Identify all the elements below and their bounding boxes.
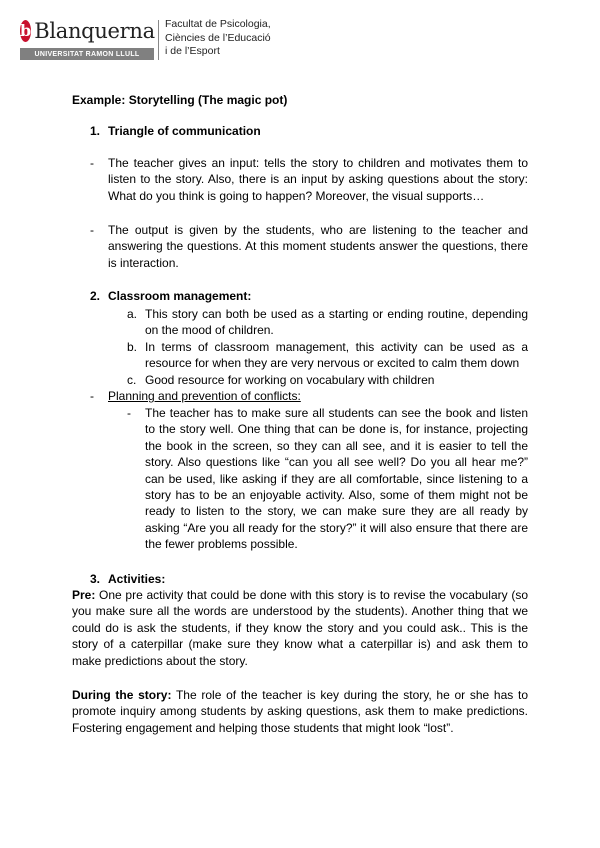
section-number: 2. [90,289,101,303]
page-title: Example: Storytelling (The magic pot) [72,93,288,107]
pre-label: Pre: [72,588,96,602]
logo-name: Blanquerna [34,19,155,43]
during-story-paragraph [72,687,528,736]
section-title: Classroom management: [108,289,252,303]
bullet-text: The output is given by the students, who are listening to the teacher and answering the questions. At this moment students answer the questions, there is interaction. [108,223,528,270]
logo-university-bar: UNIVERSITAT RAMON LLULL [20,48,154,60]
dash-marker: - [90,389,94,403]
faculty-line: Ciències de l’Educació [165,31,271,44]
list-marker: a. [127,307,138,321]
faculty-name [165,18,305,59]
list-item-text: In terms of classroom management, this activity can be used as a resource for when they are very nervous or excited to calm them down [145,340,528,371]
list-marker: b. [127,340,138,354]
during-text: The role of the teacher is key during the story, he or she has to promote inquiry among students by asking questions, ask them to make predictions. Fostering engagement and helping those students that might look “lost”. [72,688,529,735]
section-heading-2 [90,288,251,304]
planning-text: The teacher has to make sure all students can see the book and listen to the story well. One thing that can be done is, for instance, projecting the book in the screen, so they can all see, and it is easier to tell the story. Also questions like “can you all see well? Do you all hear me?” can be used, like asking if they are all comfortable, since listening to a story has to be an enjoyable activity. Also, some of them might not be ready to listen to the story, we can make sure they are all ready by asking “Are you all ready for the story?” it will also ensure that there are the fewer problems possible. [145,406,528,552]
header-divider [158,20,159,60]
pre-text: One pre activity that could be done with this story is to revise the vocabulary (so you make sure all the words are understood by the students). Another thing that we could do is ask the students, if they know the story and you could ask.. This is the story of a caterpillar (make sure they know what a caterpillar is) and ask them to make predictions about the story. [72,588,528,668]
section-title: Activities: [108,572,166,586]
section-heading-3 [90,571,165,587]
bullet-text: The teacher gives an input: tells the story to children and motivates them to listen to the story. Also, there is an input by asking questions about the story: What do you think is going to happen? Moreover, the visual supports… [108,156,528,203]
university-logo [20,16,154,60]
section-number: 3. [90,572,101,586]
during-label: During the story: [72,688,172,702]
subsection-heading: Planning and prevention of conflicts: [108,389,301,403]
list-marker: c. [127,373,137,387]
logo-mark-icon: b [20,21,32,40]
list-item-text: Good resource for working on vocabulary with children [145,373,435,387]
list-item-text: This story can both be used as a starting or ending routine, depending on the mood of children. [145,307,528,338]
pre-activity-paragraph [72,587,528,669]
faculty-line: Facultat de Psicologia, [165,18,271,30]
section-heading-1 [90,123,261,139]
dash-marker: - [127,406,131,420]
section-number: 1. [90,124,101,138]
dash-marker: - [90,156,94,170]
dash-marker: - [90,223,94,237]
faculty-line: i de l’Esport [165,45,220,57]
section-title: Triangle of communication [108,124,261,138]
